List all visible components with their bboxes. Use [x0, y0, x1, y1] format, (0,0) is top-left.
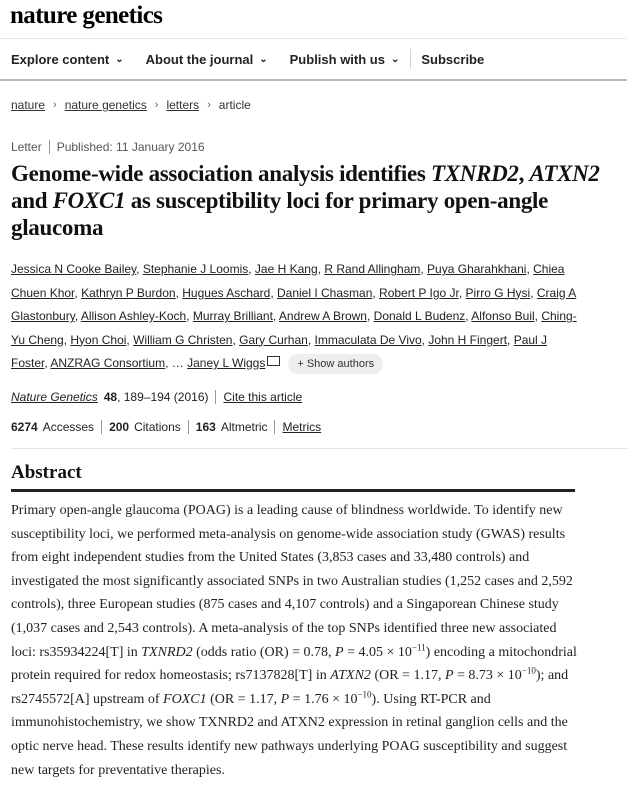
- nav-explore-content[interactable]: [0, 52, 124, 67]
- abstract-text: Primary open-angle glaucoma (POAG) is a leading cause of blindness worldwide. To identify new susceptibility loci, we performed meta-analysis on genome-wide association study (GWAS) results from eight independent studies from the United States (3,853 cases and 33,480 controls) and investigated the most significantly associated SNPs in two Australian studies (1,252 cases and 2,592 controls), three European studies (875 cases and 4,107 controls) and a Singaporean Chinese study (1,037 cases and 2,543 controls). A meta-analysis of the top SNPs identified three new associated loci: rs35934224[T] in TXNRD2 (odds ratio (OR) = 0.78, $P = 4.05 \times 10^{-11}$) encoding a mitochondrial protein required for redox homeostasis; rs7137828[T] in ATXN2 (OR = 1.17, $P = 8.73 \times 10^{-10}$); and rs2745572[A] upstream of FOXC1 (OR = 1.17, $P = 1.76 \times 10^{-10}$). Using RT-PCR and immunohistochemistry, we show TXNRD2 and ATXN2 expression in retinal ganglion cells and the optic nerve head. These results identify new pathways underlying POAG susceptibility and suggest new targets for preventative therapies.: [11, 503, 577, 778]
- nav-label: Explore content: [11, 51, 110, 67]
- author-separator: ,: [186, 309, 193, 323]
- author-link[interactable]: Immaculata De Vivo: [314, 332, 422, 347]
- author-separator: ,: [136, 262, 143, 276]
- author-link[interactable]: Murray Brilliant: [192, 309, 273, 323]
- nav-label: Publish with us: [289, 51, 385, 67]
- email-icon[interactable]: [267, 356, 280, 366]
- breadcrumb-letters[interactable]: letters: [166, 98, 200, 112]
- author-separator: ,: [232, 332, 240, 347]
- abstract-heading: Abstract: [11, 462, 82, 483]
- author-link[interactable]: Daniel I Chasman: [276, 285, 373, 300]
- nav-subscribe[interactable]: [421, 52, 484, 67]
- metrics-link[interactable]: Metrics: [282, 420, 322, 434]
- title-gene: TXNRD2: [430, 161, 519, 186]
- author-separator: ,: [126, 332, 134, 347]
- published-date: Published: 11 January 2016: [56, 140, 205, 154]
- author-link[interactable]: William G Christen: [133, 332, 233, 347]
- author-separator: ,: [44, 356, 51, 370]
- author-separator: ,: [63, 332, 71, 347]
- article-meta: [11, 140, 205, 154]
- author-separator: ,: [372, 285, 380, 300]
- cite-this-article-link[interactable]: Cite this article: [223, 390, 303, 404]
- main-nav: [0, 40, 627, 78]
- author-link[interactable]: Chiea Chuen Khor: [11, 262, 565, 300]
- nav-about-journal[interactable]: [135, 52, 268, 67]
- chevron-right-icon: ›: [207, 99, 211, 111]
- accesses-count: 6274: [11, 420, 38, 434]
- author-list: [11, 258, 586, 376]
- chevron-down-icon: ⌄: [390, 53, 400, 65]
- journal-link[interactable]: Nature Genetics: [11, 390, 98, 404]
- meta-divider: [215, 390, 216, 404]
- authors-ellipsis: …: [171, 356, 184, 370]
- author-link[interactable]: Gary Curhan: [239, 332, 308, 347]
- title-text: ,: [518, 161, 530, 186]
- chevron-right-icon: ›: [154, 99, 159, 111]
- author-link[interactable]: Puya Gharahkhani: [427, 262, 527, 276]
- author-link[interactable]: Donald L Budenz: [373, 309, 466, 323]
- breadcrumb-current: article: [218, 98, 251, 112]
- author-separator: ,: [507, 332, 514, 347]
- nav-underline: [0, 79, 627, 81]
- author-link[interactable]: Robert P Igo Jr: [379, 285, 459, 300]
- author-link[interactable]: Stephanie J Loomis: [142, 262, 249, 276]
- title-gene: ATXN2: [529, 161, 600, 186]
- author-link[interactable]: Jessica N Cooke Bailey: [11, 262, 137, 276]
- author-separator: ,: [421, 332, 429, 347]
- abstract-rule: [11, 489, 575, 492]
- author-link[interactable]: Janey L Wiggs: [187, 356, 266, 370]
- author-separator: ,: [74, 285, 82, 300]
- author-separator: ,: [526, 262, 534, 276]
- citations-count: 200: [109, 420, 130, 434]
- meta-divider: [49, 140, 50, 154]
- meta-divider: [274, 420, 275, 434]
- author-link[interactable]: Hugues Aschard: [182, 285, 271, 300]
- author-separator: ,: [317, 262, 325, 276]
- volume: 48: [103, 390, 118, 404]
- journal-logo[interactable]: nature genetics: [10, 2, 163, 29]
- author-separator: ,: [534, 309, 542, 323]
- author-link[interactable]: Kathryn P Burdon: [81, 285, 176, 300]
- header-divider: [0, 38, 627, 39]
- author-link[interactable]: Allison Ashley-Koch: [80, 309, 187, 323]
- accesses-label: Accesses: [42, 420, 95, 434]
- author-separator: ,: [530, 285, 537, 300]
- meta-divider: [188, 420, 189, 434]
- author-link[interactable]: Hyon Choi: [70, 332, 127, 347]
- chevron-right-icon: ›: [53, 99, 57, 111]
- citations-label: Citations: [134, 420, 181, 434]
- nav-publish[interactable]: [279, 52, 400, 67]
- author-separator: ,: [175, 285, 183, 300]
- author-link[interactable]: Andrew A Brown: [278, 309, 367, 323]
- author-link[interactable]: Ching-Yu Cheng: [11, 309, 577, 347]
- altmetric-label: Altmetric: [220, 420, 268, 434]
- author-separator: ,: [366, 309, 374, 323]
- author-link[interactable]: Alfonso Buil: [471, 309, 535, 323]
- author-link[interactable]: ANZRAG Consortium: [50, 356, 166, 370]
- title-text: Genome-wide association analysis identifies: [11, 161, 431, 186]
- author-separator: ,: [458, 285, 466, 300]
- author-link[interactable]: Paul J Foster: [11, 332, 548, 370]
- author-link[interactable]: John H Fingert: [428, 332, 508, 347]
- title-gene: FOXC1: [52, 188, 126, 213]
- article-title: [11, 160, 601, 241]
- section-divider: [11, 448, 627, 449]
- author-separator: ,: [165, 356, 172, 370]
- nav-label: Subscribe: [421, 51, 485, 67]
- citation-line: [11, 390, 302, 404]
- chevron-down-icon: ⌄: [115, 53, 124, 65]
- author-separator: ,: [420, 262, 428, 276]
- author-separator: ,: [74, 309, 81, 323]
- meta-divider: [101, 420, 102, 434]
- nav-label: About the journal: [145, 51, 254, 67]
- author-separator: ,: [465, 309, 472, 323]
- breadcrumb-journal[interactable]: nature genetics: [64, 98, 147, 112]
- altmetric-count: 163: [195, 420, 216, 434]
- author-link[interactable]: R Rand Allingham: [324, 262, 421, 276]
- nav-separator: [410, 49, 411, 69]
- show-authors-button[interactable]: + Show authors: [288, 354, 383, 374]
- author-separator: ,: [272, 309, 279, 323]
- breadcrumb: [11, 98, 251, 112]
- article-type: Letter: [11, 140, 42, 154]
- author-separator: ,: [248, 262, 255, 276]
- title-text: as susceptibility loci for primary open-angle glaucoma: [11, 188, 549, 240]
- author-link[interactable]: Craig A Glastonbury: [11, 285, 577, 323]
- article-metrics: [11, 420, 321, 434]
- chevron-down-icon: ⌄: [259, 53, 268, 65]
- author-separator: ,: [270, 285, 277, 300]
- pages: , 189–194 (2016): [117, 390, 209, 404]
- author-link[interactable]: Pirro G Hysi: [465, 285, 531, 300]
- author-separator: ,: [307, 332, 315, 347]
- author-link[interactable]: Jae H Kang: [254, 262, 318, 276]
- title-text: and: [11, 188, 53, 213]
- breadcrumb-nature[interactable]: nature: [11, 98, 46, 112]
